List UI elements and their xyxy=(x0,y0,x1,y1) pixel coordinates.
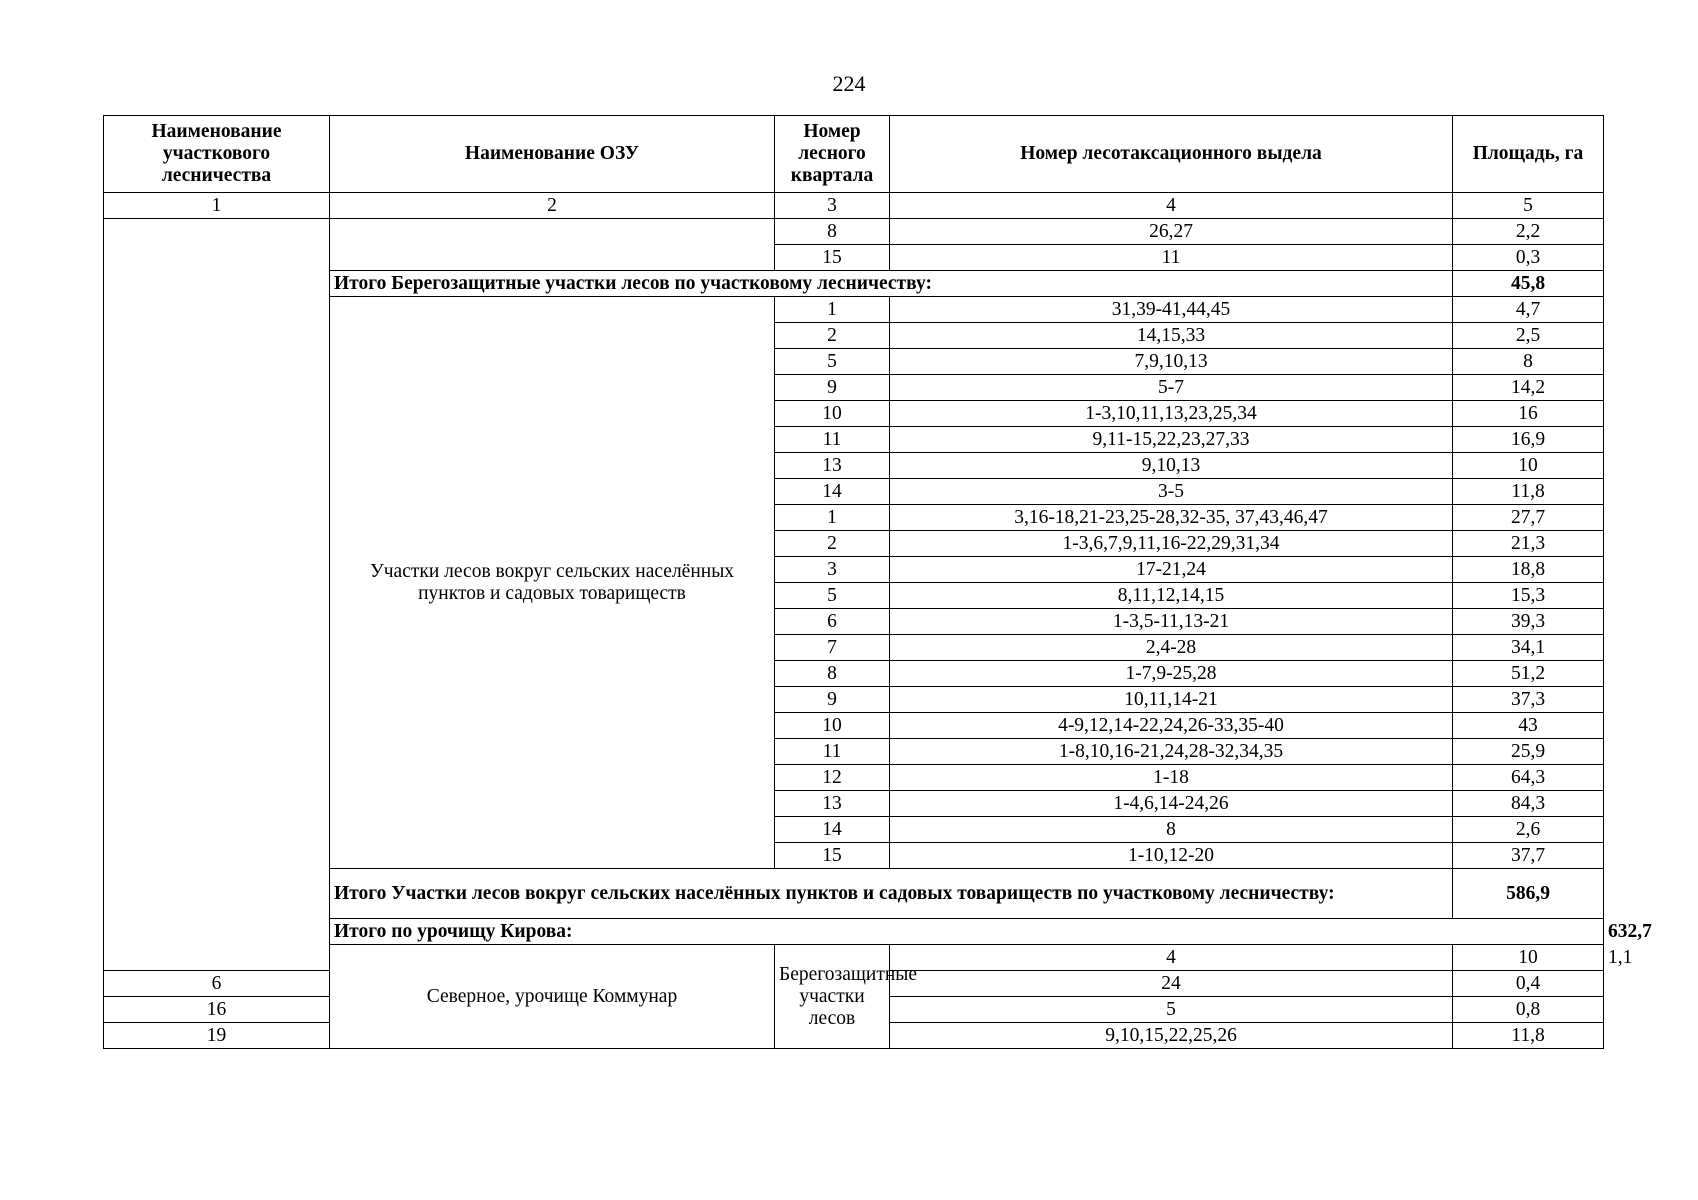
header-area: Площадь, га xyxy=(1453,116,1604,193)
quarter-cell: 8 xyxy=(775,219,890,245)
quarter-cell: 1 xyxy=(775,505,890,531)
allotment-cell: 10 xyxy=(1453,945,1604,971)
table-header-row xyxy=(104,116,1604,193)
quarter-cell: 15 xyxy=(775,245,890,271)
area-cell: 0,4 xyxy=(1453,971,1604,997)
quarter-cell: 9 xyxy=(775,375,890,401)
column-number: 3 xyxy=(775,193,890,219)
quarter-cell: 10 xyxy=(775,401,890,427)
tract-total-label: Итого по урочищу Кирова: xyxy=(330,919,1604,945)
allotment-cell: 1-8,10,16-21,24,28-32,34,35 xyxy=(890,739,1453,765)
header-forestry: Наименование участкового лесничества xyxy=(104,116,330,193)
allotment-cell: 1-18 xyxy=(890,765,1453,791)
subtotal-label: Итого Участки лесов вокруг сельских населённых пунктов и садовых товариществ по участковому лесничеству: xyxy=(330,869,1453,919)
quarter-cell: 5 xyxy=(775,583,890,609)
area-cell: 51,2 xyxy=(1453,661,1604,687)
quarter-cell: 13 xyxy=(775,791,890,817)
area-cell: 2,2 xyxy=(1453,219,1604,245)
allotment-cell: 9,10,13 xyxy=(890,453,1453,479)
allotment-cell: 9,10,15,22,25,26 xyxy=(890,1023,1453,1049)
forestry-cell-empty xyxy=(104,219,330,971)
quarter-cell: 2 xyxy=(775,323,890,349)
column-number: 4 xyxy=(890,193,1453,219)
allotment-cell: 26,27 xyxy=(890,219,1453,245)
area-cell: 43 xyxy=(1453,713,1604,739)
area-cell: 34,1 xyxy=(1453,635,1604,661)
ozu-cell-empty xyxy=(330,219,775,271)
area-cell: 15,3 xyxy=(1453,583,1604,609)
area-cell: 16 xyxy=(1453,401,1604,427)
header-ozu: Наименование ОЗУ xyxy=(330,116,775,193)
subtotal-value: 45,8 xyxy=(1453,271,1604,297)
area-cell: 11,8 xyxy=(1453,479,1604,505)
allotment-cell: 2,4-28 xyxy=(890,635,1453,661)
allotment-cell: 3-5 xyxy=(890,479,1453,505)
allotment-cell: 14,15,33 xyxy=(890,323,1453,349)
subtotal-label: Итого Берегозащитные участки лесов по участковому лесничеству: xyxy=(330,271,1453,297)
area-cell: 27,7 xyxy=(1453,505,1604,531)
area-cell: 37,3 xyxy=(1453,687,1604,713)
allotment-cell: 1-10,12-20 xyxy=(890,843,1453,869)
allotment-cell: 1-7,9-25,28 xyxy=(890,661,1453,687)
allotment-cell: 3,16-18,21-23,25-28,32-35, 37,43,46,47 xyxy=(890,505,1453,531)
quarter-cell: 7 xyxy=(775,635,890,661)
area-cell: 2,5 xyxy=(1453,323,1604,349)
quarter-cell: 14 xyxy=(775,817,890,843)
quarter-cell: 10 xyxy=(775,713,890,739)
allotment-cell: 1-3,10,11,13,23,25,34 xyxy=(890,401,1453,427)
quarter-cell: 9 xyxy=(775,687,890,713)
area-cell: 84,3 xyxy=(1453,791,1604,817)
allotment-cell: 8,11,12,14,15 xyxy=(890,583,1453,609)
quarter-cell: 2 xyxy=(775,531,890,557)
table-row: Северное, урочище Коммунар Берегозащитные участки лесов 4 10 1,1 xyxy=(104,945,1604,971)
area-cell: 25,9 xyxy=(1453,739,1604,765)
allotment-cell: 1-4,6,14-24,26 xyxy=(890,791,1453,817)
allotment-cell: 9,11-15,22,23,27,33 xyxy=(890,427,1453,453)
header-allotment: Номер лесотаксационного выдела xyxy=(890,116,1453,193)
area-cell: 14,2 xyxy=(1453,375,1604,401)
ozu-name-cell: Участки лесов вокруг сельских населённых пунктов и садовых товариществ xyxy=(330,297,775,869)
allotment-cell: 10,11,14-21 xyxy=(890,687,1453,713)
quarter-cell: 6 xyxy=(104,971,330,997)
page-number: 224 xyxy=(832,71,866,96)
area-cell: 39,3 xyxy=(1453,609,1604,635)
area-cell: 0,3 xyxy=(1453,245,1604,271)
area-cell: 18,8 xyxy=(1453,557,1604,583)
quarter-cell: 8 xyxy=(775,661,890,687)
column-number: 1 xyxy=(104,193,330,219)
area-cell: 8 xyxy=(1453,349,1604,375)
quarter-cell: 15 xyxy=(775,843,890,869)
allotment-cell: 31,39-41,44,45 xyxy=(890,297,1453,323)
area-cell: 37,7 xyxy=(1453,843,1604,869)
column-number-row xyxy=(104,193,1604,219)
allotment-cell: 5 xyxy=(890,997,1453,1023)
area-cell: 0,8 xyxy=(1453,997,1604,1023)
area-cell: 11,8 xyxy=(1453,1023,1604,1049)
quarter-cell: 13 xyxy=(775,453,890,479)
area-cell: 4,7 xyxy=(1453,297,1604,323)
allotment-cell: 1-3,6,7,9,11,16-22,29,31,34 xyxy=(890,531,1453,557)
quarter-cell: 1 xyxy=(775,297,890,323)
allotment-cell: 5-7 xyxy=(890,375,1453,401)
quarter-cell: 19 xyxy=(104,1023,330,1049)
area-cell: 64,3 xyxy=(1453,765,1604,791)
table-row xyxy=(104,219,1604,245)
quarter-cell: 16 xyxy=(104,997,330,1023)
allotment-cell: 24 xyxy=(890,971,1453,997)
allotment-cell: 8 xyxy=(890,817,1453,843)
quarter-cell: 11 xyxy=(775,739,890,765)
tract-total-row: Итого по урочищу Кирова: 632,7 xyxy=(104,919,1604,945)
quarter-cell: 3 xyxy=(775,557,890,583)
area-cell: 21,3 xyxy=(1453,531,1604,557)
allotment-cell: 11 xyxy=(890,245,1453,271)
header-quarter: Номер лесного квартала xyxy=(775,116,890,193)
subtotal-value: 586,9 xyxy=(1453,869,1604,919)
allotment-cell: 17-21,24 xyxy=(890,557,1453,583)
quarter-cell: 6 xyxy=(775,609,890,635)
area-cell: 16,9 xyxy=(1453,427,1604,453)
quarter-cell: 12 xyxy=(775,765,890,791)
allotment-cell: 7,9,10,13 xyxy=(890,349,1453,375)
quarter-cell: 5 xyxy=(775,349,890,375)
column-number: 2 xyxy=(330,193,775,219)
forestry-name-cell: Северное, урочище Коммунар xyxy=(330,945,775,1049)
quarter-cell: 4 xyxy=(890,945,1453,971)
area-cell: 10 xyxy=(1453,453,1604,479)
quarter-cell: 11 xyxy=(775,427,890,453)
area-cell: 2,6 xyxy=(1453,817,1604,843)
allotment-cell: 4-9,12,14-22,24,26-33,35-40 xyxy=(890,713,1453,739)
allotment-cell: 1-3,5-11,13-21 xyxy=(890,609,1453,635)
column-number: 5 xyxy=(1453,193,1604,219)
forest-protection-table xyxy=(103,115,1652,1049)
quarter-cell: 14 xyxy=(775,479,890,505)
ozu-name-cell: Берегозащитные участки лесов xyxy=(775,945,890,1049)
